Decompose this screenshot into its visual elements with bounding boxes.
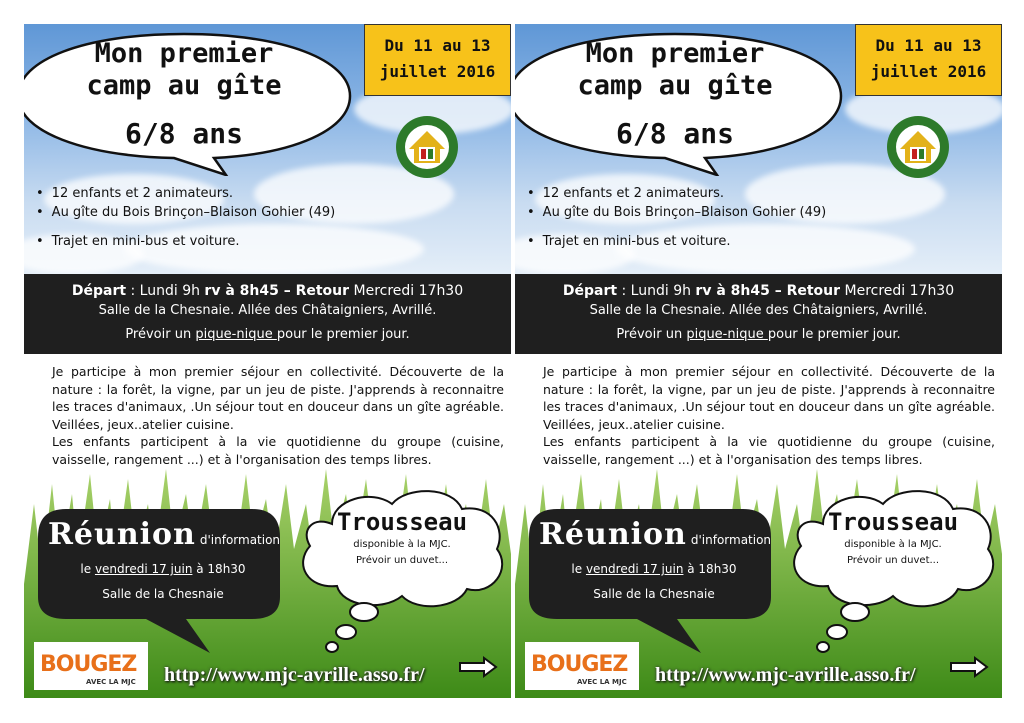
departure-band <box>24 274 511 354</box>
description <box>543 363 995 468</box>
trousseau-line1: disponible à la MJC. <box>844 539 942 550</box>
reunion-date: le vendredi 17 juin à 18h30 <box>571 562 737 576</box>
reunion-place: Salle de la Chesnaie <box>593 587 715 601</box>
title-line1: Mon premier <box>94 38 274 69</box>
website-link[interactable]: http://www.mjc-avrille.asso.fr/ <box>164 664 425 686</box>
bullet-item: • Trajet en mini-bus et voiture. <box>527 232 967 251</box>
age-range: 6/8 ans <box>124 117 243 150</box>
gites-de-france-logo-icon <box>395 115 459 179</box>
info-bullets <box>527 184 967 251</box>
description <box>52 363 504 468</box>
picnic-line: Prévoir un pique-nique pour le premier jour. <box>616 327 901 342</box>
address-line: Salle de la Chesnaie. Allée des Châtaigniers, Avrillé. <box>98 303 437 318</box>
trousseau-info <box>316 508 488 568</box>
reunion-subtitle: d'information <box>199 533 281 547</box>
title-line2: camp au gîte <box>577 70 773 101</box>
date-box <box>855 24 1002 96</box>
bougez-text: BOUGEZ <box>531 652 628 677</box>
gites-de-france-logo-icon <box>886 115 950 179</box>
arrow-right-icon <box>458 656 498 678</box>
website-link[interactable]: http://www.mjc-avrille.asso.fr/ <box>655 664 916 686</box>
bougez-text: BOUGEZ <box>40 652 137 677</box>
description-paragraph: Les enfants participent à la vie quotidienne du groupe (cuisine, vaisselle, rangement ...) et à l'organisation des temps libres. <box>52 434 504 467</box>
picnic-line: Prévoir un pique-nique pour le premier jour. <box>125 327 410 342</box>
info-bullets <box>36 184 476 251</box>
date-box <box>364 24 511 96</box>
arrow-right-icon <box>949 656 989 678</box>
reunion-title: Réunion <box>48 517 196 552</box>
departure-line: Départ : Lundi 9h rv à 8h45 – Retour Mercredi 17h30 <box>562 283 955 299</box>
title-line2: camp au gîte <box>86 70 282 101</box>
date-line1: Du 11 au 13 <box>384 36 491 55</box>
bougez-subtext: AVEC LA MJC <box>86 678 136 686</box>
bougez-logo <box>34 642 148 690</box>
bullet-item: • 12 enfants et 2 animateurs. <box>36 184 476 203</box>
address-line: Salle de la Chesnaie. Allée des Châtaigniers, Avrillé. <box>589 303 928 318</box>
trousseau-line2: Prévoir un duvet... <box>846 555 940 566</box>
title-line1: Mon premier <box>585 38 765 69</box>
departure-line: Départ : Lundi 9h rv à 8h45 – Retour Mercredi 17h30 <box>71 283 464 299</box>
bougez-subtext: AVEC LA MJC <box>577 678 627 686</box>
trousseau-line2: Prévoir un duvet... <box>355 555 449 566</box>
bullet-item: • Au gîte du Bois Brinçon–Blaison Gohier (49) <box>527 203 967 222</box>
bullet-item: • 12 enfants et 2 animateurs. <box>527 184 967 203</box>
reunion-info <box>539 517 772 601</box>
trousseau-line1: disponible à la MJC. <box>353 539 451 550</box>
description-paragraph: Je participe à mon premier séjour en collectivité. Découverte de la nature : la forêt, la vigne, par un jeu de piste. J'apprends à reconnaitre les traces d'animaux, .Un séjour tout en douceur dans un gîte agréable. Veillées, jeux..atelier cuisine. <box>52 364 504 432</box>
bullet-item: • Trajet en mini-bus et voiture. <box>36 232 476 251</box>
trousseau-title: Trousseau <box>827 508 959 536</box>
reunion-subtitle: d'information <box>690 533 772 547</box>
date-line2: juillet 2016 <box>379 62 496 81</box>
bubble-title <box>545 38 805 150</box>
description-paragraph: Je participe à mon premier séjour en collectivité. Découverte de la nature : la forêt, la vigne, par un jeu de piste. J'apprends à reconnaitre les traces d'animaux, .Un séjour tout en douceur dans un gîte agréable. Veillées, jeux..atelier cuisine. <box>543 364 995 432</box>
date-line1: Du 11 au 13 <box>875 36 982 55</box>
flyer-right <box>515 24 1002 698</box>
date-line2: juillet 2016 <box>870 62 987 81</box>
reunion-date: le vendredi 17 juin à 18h30 <box>80 562 246 576</box>
reunion-place: Salle de la Chesnaie <box>102 587 224 601</box>
age-range: 6/8 ans <box>615 117 734 150</box>
description-paragraph: Les enfants participent à la vie quotidienne du groupe (cuisine, vaisselle, rangement ...) et à l'organisation des temps libres. <box>543 434 995 467</box>
trousseau-info <box>807 508 979 568</box>
trousseau-title: Trousseau <box>336 508 468 536</box>
departure-band <box>515 274 1002 354</box>
reunion-info <box>48 517 281 601</box>
bubble-title <box>54 38 314 150</box>
flyer-left <box>24 24 511 698</box>
bougez-logo <box>525 642 639 690</box>
reunion-title: Réunion <box>539 517 687 552</box>
bullet-item: • Au gîte du Bois Brinçon–Blaison Gohier (49) <box>36 203 476 222</box>
